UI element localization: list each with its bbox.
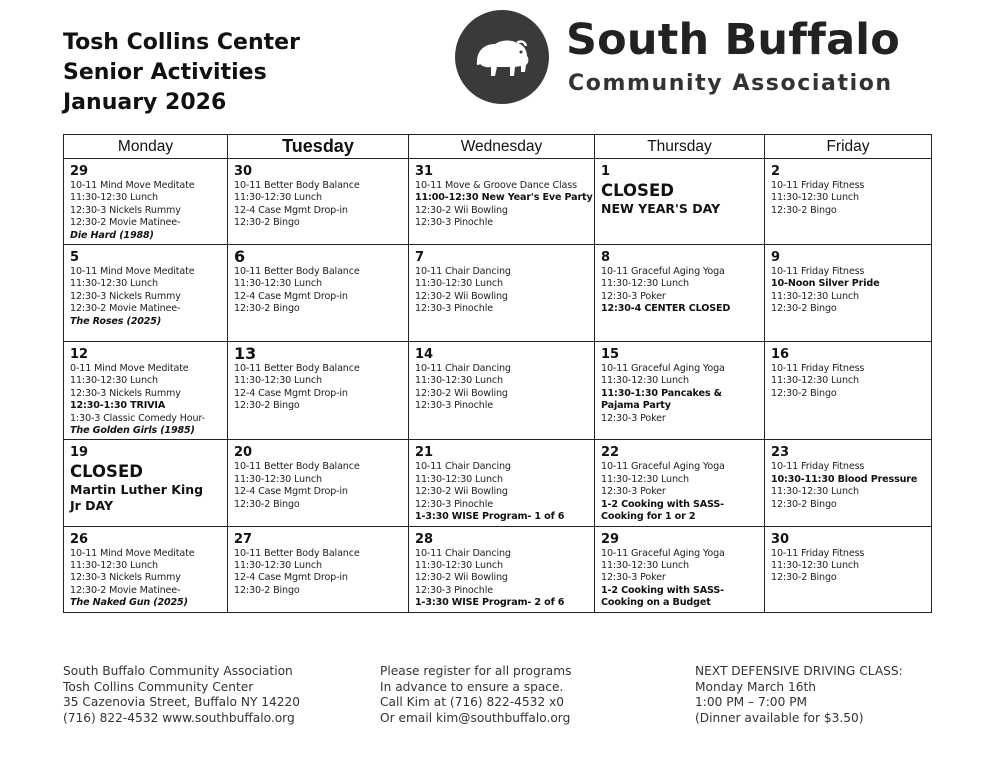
day-number: 16 bbox=[771, 347, 790, 363]
day-number: 19 bbox=[70, 445, 89, 461]
day-number: 5 bbox=[70, 250, 80, 266]
event-item: 11:30-12:30 Lunch bbox=[601, 559, 689, 571]
event-item: The Naked Gun (2025) bbox=[70, 597, 188, 609]
event-item: 12:30-2 Wii Bowling bbox=[415, 387, 508, 399]
footer-driving-line: (Dinner available for $3.50) bbox=[695, 710, 864, 725]
event-item: 11:30-12:30 Lunch bbox=[601, 473, 689, 485]
day-cell bbox=[765, 159, 932, 245]
event-item: 12:30-3 Nickels Rummy bbox=[70, 204, 181, 216]
event-item: 12-4 Case Mgmt Drop-in bbox=[234, 290, 348, 302]
event-item: 10-11 Graceful Aging Yoga bbox=[601, 461, 725, 473]
day-cell bbox=[228, 342, 409, 440]
event-item: 12:30-2 Bingo bbox=[771, 204, 837, 216]
event-item: 10-11 Mind Move Meditate bbox=[70, 547, 195, 559]
day-number: 6 bbox=[234, 247, 246, 267]
event-item: 10-11 Better Body Balance bbox=[234, 180, 360, 191]
event-item: 10-11 Better Body Balance bbox=[234, 266, 360, 278]
event-item: 12:30-2 Bingo bbox=[234, 498, 300, 510]
week-row bbox=[64, 440, 932, 526]
event-item: 12:30-3 Poker bbox=[601, 486, 666, 498]
event-item: 12:30-2 Wii Bowling bbox=[415, 290, 508, 302]
event-item: 12:30-2 Wii Bowling bbox=[415, 486, 508, 498]
event-item: 11:30-12:30 Lunch bbox=[415, 278, 503, 290]
footer-register-line: Call Kim at (716) 822-4532 x0 bbox=[380, 695, 565, 709]
day-number: 23 bbox=[771, 445, 790, 461]
event-item: 11:30-12:30 Lunch bbox=[70, 278, 158, 290]
event-item: 12-4 Case Mgmt Drop-in bbox=[234, 572, 348, 584]
day-number: 29 bbox=[601, 531, 620, 547]
event-item: 12:30-2 Bingo bbox=[771, 572, 837, 584]
footer-address-line: Tosh Collins Community Center bbox=[63, 679, 254, 694]
footer-driving-line: NEXT DEFENSIVE DRIVING CLASS: bbox=[695, 664, 903, 678]
event-item: 11:30-12:30 Lunch bbox=[771, 375, 859, 387]
event-item: 12-4 Case Mgmt Drop-in bbox=[234, 387, 348, 399]
day-cell bbox=[64, 245, 228, 342]
event-item: 11:00-12:30 New Year's Eve Party bbox=[415, 192, 593, 204]
day-cell bbox=[64, 342, 228, 440]
day-cell bbox=[409, 245, 595, 342]
day-header-friday: Friday bbox=[765, 135, 932, 159]
day-number: 31 bbox=[415, 164, 434, 179]
holiday-label: NEW YEAR'S DAY bbox=[601, 201, 721, 216]
event-item: The Roses (2025) bbox=[70, 315, 162, 327]
event-item: 11:30-12:30 Lunch bbox=[601, 375, 689, 387]
footer-driving-line: 1:00 PM – 7:00 PM bbox=[695, 695, 808, 709]
event-item: 11:30-12:30 Lunch bbox=[771, 192, 859, 204]
event-item: 11:30-12:30 Lunch bbox=[415, 375, 503, 387]
day-cell bbox=[765, 526, 932, 612]
day-number: 1 bbox=[601, 164, 611, 179]
event-item: 10:30-11:30 Blood Pressure bbox=[771, 473, 918, 485]
holiday-label: Martin Luther King Jr DAY bbox=[70, 482, 204, 514]
event-item: 12:30-2 Bingo bbox=[771, 498, 837, 510]
event-item: 1:30-3 Classic Comedy Hour- bbox=[70, 412, 205, 424]
event-item: 12:30-2 Bingo bbox=[234, 400, 300, 412]
event-item: 12:30-1:30 TRIVIA bbox=[70, 400, 166, 412]
footer-driving-class bbox=[695, 664, 903, 726]
event-item: 10-11 Chair Dancing bbox=[415, 363, 511, 375]
event-item: 12:30-3 Nickels Rummy bbox=[70, 572, 181, 584]
event-item: 11:30-12:30 Lunch bbox=[771, 559, 859, 571]
week-row bbox=[64, 159, 932, 245]
footer-register-line: In advance to ensure a space. bbox=[380, 679, 564, 694]
day-cell bbox=[765, 245, 932, 342]
event-item: 10-11 Friday Fitness bbox=[771, 363, 865, 375]
day-cell bbox=[595, 440, 765, 526]
event-item: Die Hard (1988) bbox=[70, 229, 154, 241]
day-cell bbox=[595, 159, 765, 245]
day-number: 21 bbox=[415, 445, 434, 461]
event-item: 12-4 Case Mgmt Drop-in bbox=[234, 486, 348, 498]
event-item: The Golden Girls (1985) bbox=[70, 425, 195, 437]
footer-register-line: Or email kim@southbuffalo.org bbox=[380, 710, 571, 725]
event-item: 12:30-2 Bingo bbox=[234, 584, 300, 596]
event-item: 0-11 Mind Move Meditate bbox=[70, 363, 189, 375]
day-cell bbox=[595, 245, 765, 342]
event-item: 10-11 Mind Move Meditate bbox=[70, 180, 195, 191]
event-item: 11:30-12:30 Lunch bbox=[234, 473, 322, 485]
event-item: 1-2 Cooking with SASS- bbox=[601, 584, 724, 596]
event-item: 12-4 Case Mgmt Drop-in bbox=[234, 204, 348, 216]
event-item: 12:30-2 Movie Matinee- bbox=[70, 584, 181, 596]
event-item: 12:30-2 Wii Bowling bbox=[415, 572, 508, 584]
day-header-tuesday: Tuesday bbox=[228, 135, 409, 159]
event-item: 12:30-3 Pinochle bbox=[415, 303, 493, 315]
closed-label: CLOSED bbox=[601, 181, 674, 200]
day-cell bbox=[409, 526, 595, 612]
event-item: 10-11 Mind Move Meditate bbox=[70, 266, 195, 278]
day-cell bbox=[409, 440, 595, 526]
event-item: 11:30-12:30 Lunch bbox=[70, 192, 158, 204]
day-cell bbox=[765, 342, 932, 440]
event-item: 11:30-12:30 Lunch bbox=[234, 375, 322, 387]
event-item: 12:30-3 Poker bbox=[601, 290, 666, 302]
title-line-center: Tosh Collins Center bbox=[63, 30, 300, 55]
event-item: 10-11 Better Body Balance bbox=[234, 547, 360, 559]
event-item: Cooking on a Budget bbox=[601, 597, 711, 609]
closed-label: CLOSED bbox=[70, 462, 143, 482]
day-number: 28 bbox=[415, 531, 434, 547]
event-item: 10-11 Graceful Aging Yoga bbox=[601, 266, 725, 278]
event-item: 10-11 Better Body Balance bbox=[234, 461, 360, 473]
day-number: 26 bbox=[70, 531, 89, 547]
event-item: 1-3:30 WISE Program- 2 of 6 bbox=[415, 597, 565, 609]
day-cell bbox=[409, 342, 595, 440]
event-item: 1-2 Cooking with SASS- bbox=[601, 498, 724, 510]
day-header-row bbox=[64, 135, 932, 159]
event-item: 12:30-2 Bingo bbox=[771, 303, 837, 315]
event-item: 12:30-3 Pinochle bbox=[415, 584, 493, 596]
bison-icon bbox=[455, 10, 549, 104]
footer-address-line: (716) 822-4532 www.southbuffalo.org bbox=[63, 710, 295, 725]
title-line-month: January 2026 bbox=[63, 90, 227, 115]
event-item: 10-11 Friday Fitness bbox=[771, 180, 865, 191]
day-cell bbox=[64, 159, 228, 245]
event-item: 10-Noon Silver Pride bbox=[771, 278, 880, 290]
event-item: 11:30-12:30 Lunch bbox=[601, 278, 689, 290]
event-item: 10-11 Better Body Balance bbox=[234, 363, 360, 375]
event-item: 12:30-2 Wii Bowling bbox=[415, 204, 508, 216]
footer-address-line: South Buffalo Community Association bbox=[63, 664, 293, 678]
day-cell bbox=[595, 342, 765, 440]
day-cell bbox=[228, 245, 409, 342]
day-number: 13 bbox=[234, 344, 257, 364]
day-number: 15 bbox=[601, 347, 620, 363]
event-item: 12:30-4 CENTER CLOSED bbox=[601, 303, 731, 315]
footer-address-line: 35 Cazenovia Street, Buffalo NY 14220 bbox=[63, 695, 301, 709]
event-item: 10-11 Graceful Aging Yoga bbox=[601, 363, 725, 375]
day-cell bbox=[64, 526, 228, 612]
org-name: South Buffalo bbox=[566, 15, 900, 65]
event-item: 12:30-3 Pinochle bbox=[415, 498, 493, 510]
event-item: 11:30-12:30 Lunch bbox=[234, 559, 322, 571]
day-number: 29 bbox=[70, 164, 89, 179]
page-title bbox=[63, 28, 300, 118]
event-item: 12:30-2 Movie Matinee- bbox=[70, 217, 181, 229]
day-number: 7 bbox=[415, 250, 425, 266]
event-item: 11:30-12:30 Lunch bbox=[70, 559, 158, 571]
event-item: 11:30-12:30 Lunch bbox=[415, 473, 503, 485]
day-number: 20 bbox=[234, 445, 253, 461]
footer-address bbox=[63, 664, 300, 726]
event-item: 10-11 Friday Fitness bbox=[771, 547, 865, 559]
footer-driving-line: Monday March 16th bbox=[695, 679, 817, 694]
event-item: 12:30-3 Poker bbox=[601, 412, 666, 424]
day-number: 9 bbox=[771, 250, 781, 266]
footer-register-line: Please register for all programs bbox=[380, 664, 572, 678]
event-item: 12:30-2 Bingo bbox=[771, 387, 837, 399]
day-number: 27 bbox=[234, 531, 253, 547]
event-item: 11:30-12:30 Lunch bbox=[415, 559, 503, 571]
day-number: 30 bbox=[771, 531, 790, 547]
event-item: 12:30-2 Bingo bbox=[234, 217, 300, 229]
event-item: 10-11 Chair Dancing bbox=[415, 461, 511, 473]
day-number: 12 bbox=[70, 347, 89, 363]
day-number: 22 bbox=[601, 445, 620, 461]
event-item: 12:30-3 Pinochle bbox=[415, 400, 493, 412]
event-item: 10-11 Friday Fitness bbox=[771, 266, 865, 278]
event-item: 10-11 Move & Groove Dance Class bbox=[415, 180, 577, 191]
week-row bbox=[64, 245, 932, 342]
event-item: 1-3:30 WISE Program- 1 of 6 bbox=[415, 511, 565, 523]
day-header-thursday: Thursday bbox=[595, 135, 765, 159]
event-item: 12:30-3 Nickels Rummy bbox=[70, 290, 181, 302]
day-cell bbox=[228, 440, 409, 526]
week-row bbox=[64, 342, 932, 440]
day-cell bbox=[228, 159, 409, 245]
day-header-wednesday: Wednesday bbox=[409, 135, 595, 159]
event-item: 12:30-3 Pinochle bbox=[415, 217, 493, 229]
footer-register bbox=[380, 664, 571, 726]
day-header-monday: Monday bbox=[64, 135, 228, 159]
day-cell bbox=[409, 159, 595, 245]
title-line-activities: Senior Activities bbox=[63, 60, 267, 85]
event-item: 10-11 Chair Dancing bbox=[415, 266, 511, 278]
day-number: 14 bbox=[415, 347, 434, 363]
week-row bbox=[64, 526, 932, 612]
day-number: 2 bbox=[771, 164, 781, 179]
calendar-table bbox=[63, 134, 932, 613]
event-item: 10-11 Graceful Aging Yoga bbox=[601, 547, 725, 559]
day-number: 30 bbox=[234, 164, 253, 179]
event-item: 11:30-12:30 Lunch bbox=[771, 290, 859, 302]
event-item: 11:30-12:30 Lunch bbox=[771, 486, 859, 498]
event-item: 10-11 Chair Dancing bbox=[415, 547, 511, 559]
event-item: 11:30-1:30 Pancakes & Pajama Party bbox=[601, 387, 722, 412]
event-item: 12:30-3 Poker bbox=[601, 572, 666, 584]
day-cell bbox=[64, 440, 228, 526]
event-item: 11:30-12:30 Lunch bbox=[70, 375, 158, 387]
org-subtitle: Community Association bbox=[568, 71, 893, 96]
event-item: 12:30-2 Bingo bbox=[234, 303, 300, 315]
event-item: 12:30-3 Nickels Rummy bbox=[70, 387, 181, 399]
day-cell bbox=[595, 526, 765, 612]
event-item: 11:30-12:30 Lunch bbox=[234, 192, 322, 204]
event-item: Cooking for 1 or 2 bbox=[601, 511, 696, 523]
day-number: 8 bbox=[601, 250, 611, 266]
day-cell bbox=[765, 440, 932, 526]
event-item: 10-11 Friday Fitness bbox=[771, 461, 865, 473]
event-item: 12:30-2 Movie Matinee- bbox=[70, 303, 181, 315]
event-item: 11:30-12:30 Lunch bbox=[234, 278, 322, 290]
day-cell bbox=[228, 526, 409, 612]
